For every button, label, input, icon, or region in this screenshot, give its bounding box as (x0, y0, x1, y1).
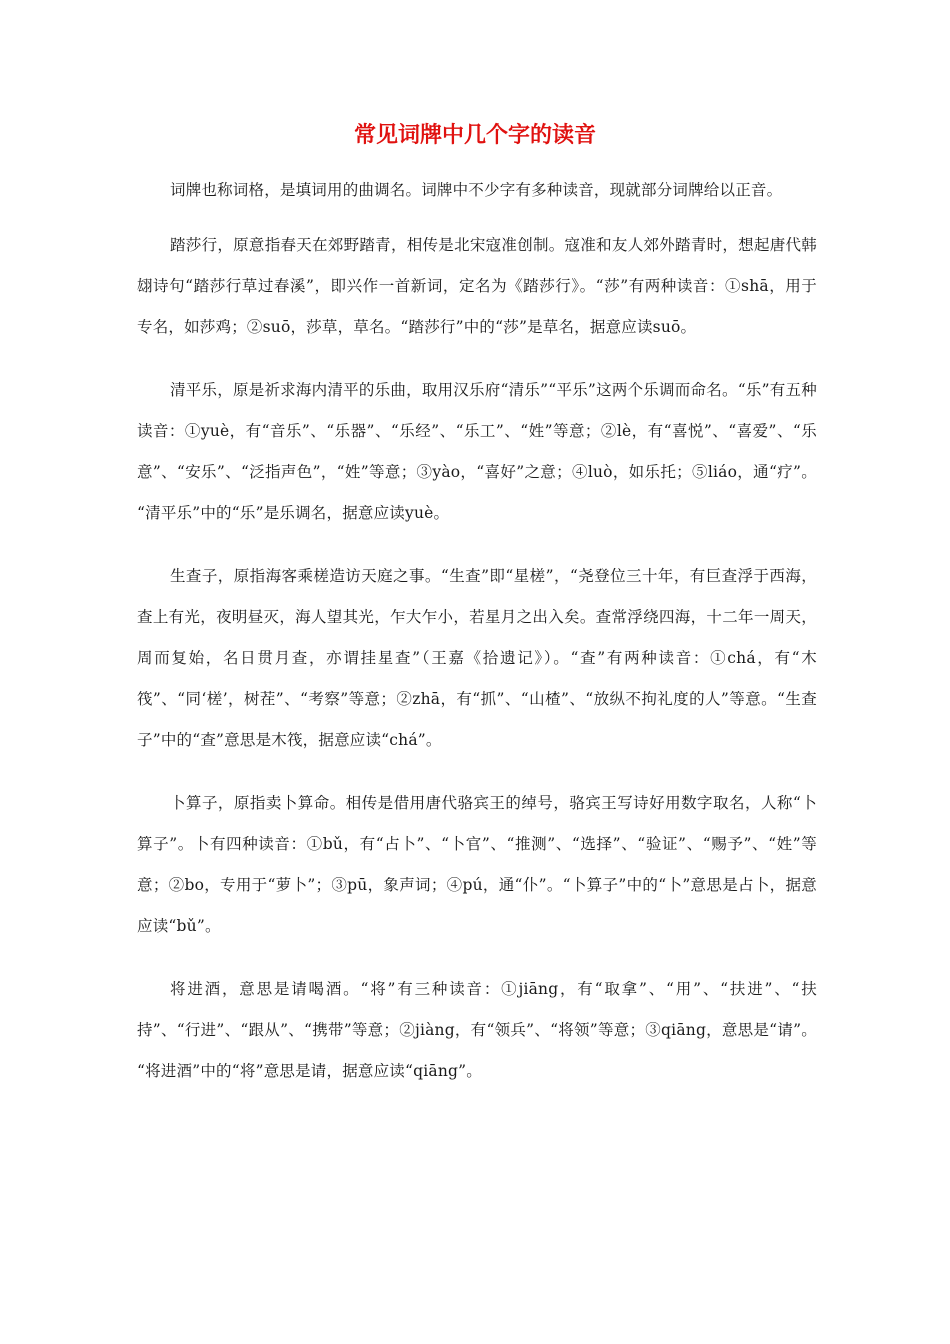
paragraph-intro: 词牌也称词格，是填词用的曲调名。词牌中不少字有多种读音，现就部分词牌给以正音。 (170, 181, 783, 199)
paragraph-ta-suo-xing: 踏莎行，原意指春天在郊野踏青，相传是北宋寇准创制。寇准和友人郊外踏青时，想起唐代韩翃诗句“踏莎行草过春溪”，即兴作一首新词，定名为《踏莎行》。“莎”有两种读音：①shā，用于专名，如莎鸡；②suō，莎草，草名。“踏莎行”中的“莎”是草名，据意应读suō。 (137, 236, 817, 336)
document-body (137, 170, 817, 1114)
page-title: 常见词牌中几个字的读音 (353, 123, 596, 148)
paragraph-sheng-cha-zi: 生查子，原指海客乘槎造访天庭之事。“生查”即“星槎”，“尧登位三十年，有巨查浮于西海，查上有光，夜明昼灭，海人望其光，乍大乍小，若星月之出入矣。查常浮绕四海，十二年一周天，周而复始，名日贯月查，亦谓挂星查”（王嘉《拾遗记》）。“查”有两种读音：①chá，有“木筏”、“同‘槎’，树茬”、“考察”等意；②zhā，有“抓”、“山楂”、“放纵不拘礼度的人”等意。“生查子”中的“查”意思是木筏，据意应读“chá”。 (137, 567, 817, 749)
paragraph-bu-suan-zi: 卜算子，原指卖卜算命。相传是借用唐代骆宾王的绰号，骆宾王写诗好用数字取名，人称“卜算子”。卜有四种读音：①bǔ，有“占卜”、“卜官”、“推测”、“选择”、“验证”、“赐予”、“姓”等意；②bo，专用于“萝卜”；③pū，象声词；④pú，通“仆”。“卜算子”中的“卜”意思是占卜，据意应读“bǔ”。 (137, 794, 817, 935)
paragraph-qiang-jin-jiu: 将进酒，意思是请喝酒。“将”有三种读音：①jiāng，有“取拿”、“用”、“扶进”、“扶持”、“行进”、“跟从”、“携带”等意；②jiàng，有“领兵”、“将领”等意；③qiāng，意思是“请”。 “将进酒”中的“将”意思是请，据意应读“qiāng”。 (137, 980, 817, 1080)
paragraph-qing-ping-yue: 清平乐，原是祈求海内清平的乐曲，取用汉乐府“清乐”“平乐”这两个乐调而命名。“乐”有五种读音：①yuè，有“音乐”、“乐器”、“乐经”、“乐工”、“姓”等意；②lè，有“喜悦”、“喜爱”、“乐意”、“安乐”、“泛指声色”，“姓”等意；③yào，“喜好”之意；④luò，如乐托；⑤liáo，通“疗”。 “清平乐”中的“乐”是乐调名，据意应读yuè。 (137, 381, 817, 522)
